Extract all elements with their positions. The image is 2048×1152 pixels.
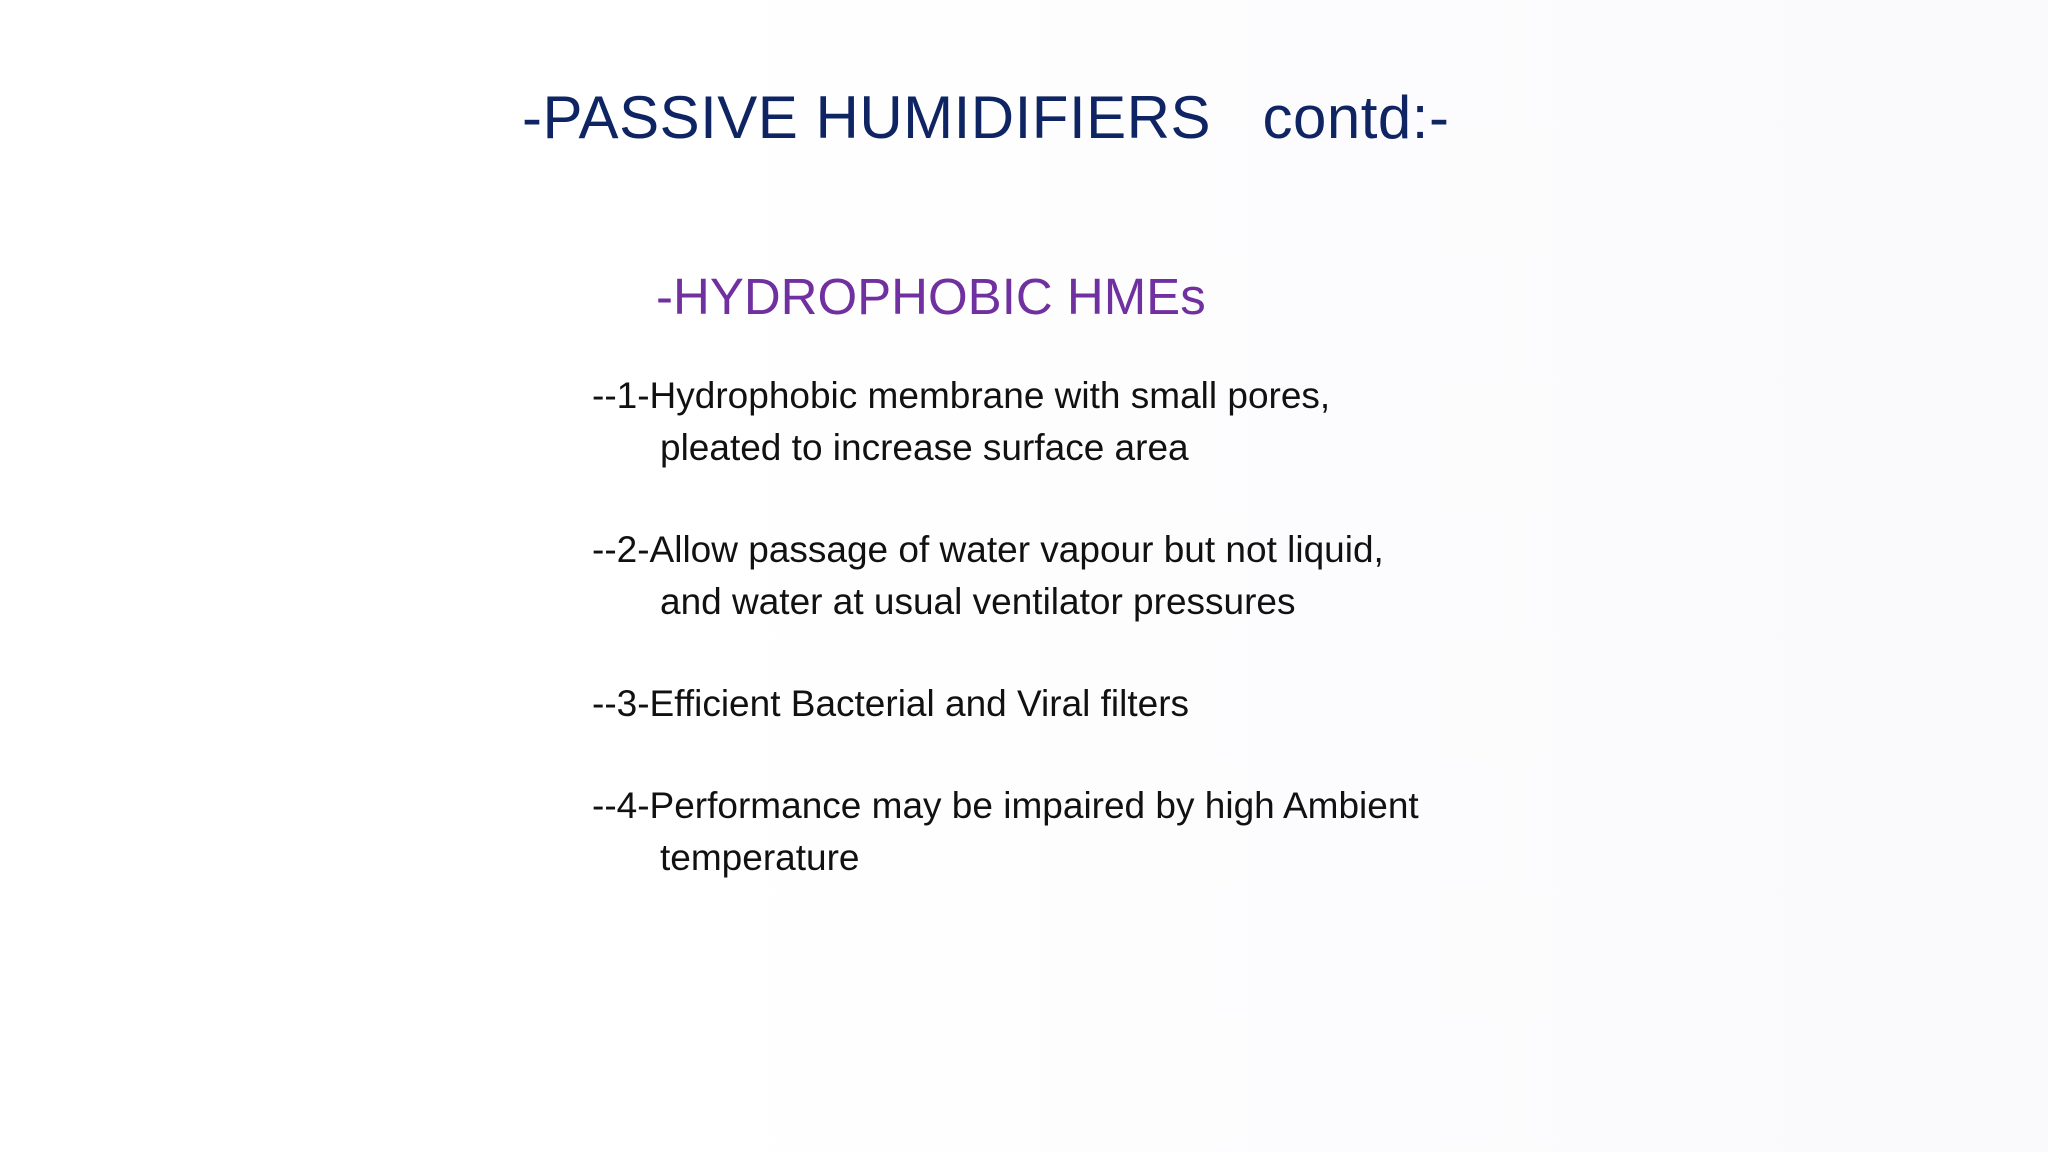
list-item-continuation: and water at usual ventilator pressures	[660, 581, 1296, 622]
list-item-continuation: temperature	[660, 837, 860, 878]
list-item	[592, 524, 1592, 628]
slide-title: -PASSIVE HUMIDIFIERS contd:-	[522, 84, 1450, 151]
list-item	[592, 780, 1592, 884]
list-item-line: --3-Efficient Bacterial and Viral filters	[592, 683, 1190, 724]
list-item-line: --1-Hydrophobic membrane with small pores,	[592, 375, 1331, 416]
list-item-line: --2-Allow passage of water vapour but not liquid,	[592, 529, 1384, 570]
list-item-line: --4-Performance may be impaired by high Ambient	[592, 785, 1419, 826]
list-item	[592, 678, 1592, 730]
list-item-continuation: pleated to increase surface area	[660, 427, 1189, 468]
bullet-list	[592, 370, 1592, 934]
list-item	[592, 370, 1592, 474]
slide-subtitle: -HYDROPHOBIC HMEs	[656, 268, 1206, 325]
